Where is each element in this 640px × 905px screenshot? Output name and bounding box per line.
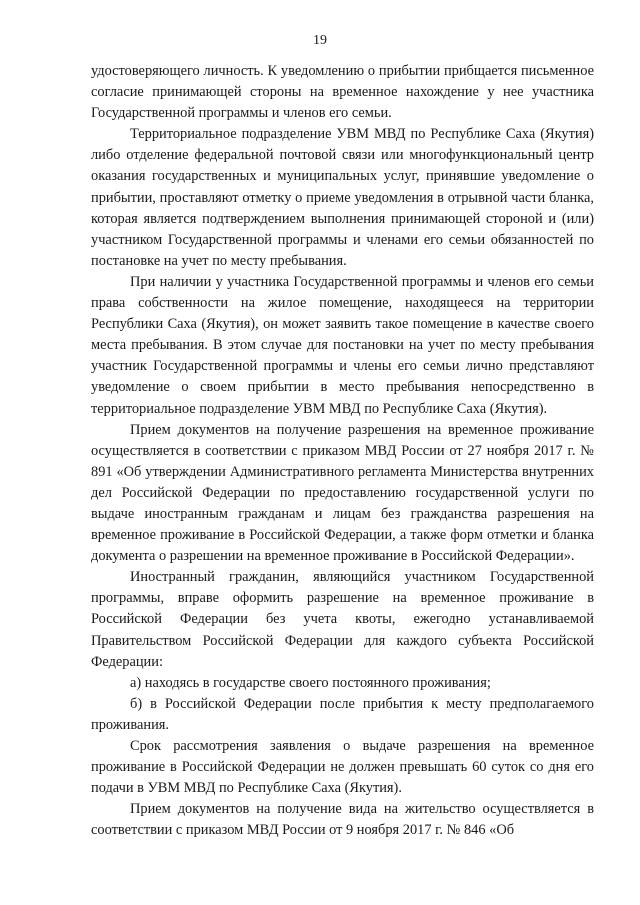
page-number: 19 <box>313 33 327 48</box>
paragraph-residence-permit: Прием документов на получение вида на жительство осуществляется в соответствии с приказом МВД России от 9 ноября 2017 г. № 846 «Об <box>91 801 594 839</box>
paragraph-review-period: Срок рассмотрения заявления о выдаче разрешения на временное проживание в Российской Федерации не должен превышать 60 суток со дня его подачи в УВМ МВД по Республике Саха (Якутия). <box>91 738 594 797</box>
paragraph-foreign-citizen: Иностранный гражданин, являющийся участником Государственной программы, вправе оформить разрешение на временное проживание в Российской Федерации без учета квоты, ежегодно устанавливаемой Правительством Российской Федерации для каждого субъекта Российской Федерации: <box>91 569 594 670</box>
document-body <box>91 61 594 841</box>
list-item-b: б) в Российской Федерации после прибытия к месту предполагаемого проживания. <box>91 695 594 733</box>
paragraph-continuation: удостоверяющего личность. К уведомлению о прибытии прибщается письменное согласие принимающей стороны на временное нахождение у нее участника Государственной программы и членов его семьи. <box>91 63 594 122</box>
list-item-a: а) находясь в государстве своего постоянного проживания; <box>130 674 491 691</box>
paragraph-temporary-residence-permit: Прием документов на получение разрешения на временное проживание осуществляется в соответствии с приказом МВД России от 27 ноября 2017 г. № 891 «Об утверждении Административного регламента Министерства внутренних дел Российской Федерации по предоставлению государственной услуги по выдаче иностранным гражданам и лицам без гражданства разрешения на временное проживание в Российской Федерации, а также форм отметки и бланка документа о разрешении на временное проживание в Российской Федерации». <box>91 421 594 565</box>
paragraph-property-ownership: При наличии у участника Государственной программы и членов его семьи права собственности на жилое помещение, находящееся на территории Республики Саха (Якутия), он может заявить такое помещение в качестве своего места пребывания. В этом случае для постановки на учет по месту пребывания участник Государственной программы и члены его семьи лично представляют уведомление о своем прибытии в место пребывания непосредственно в территориальное подразделение УВМ МВД по Республике Саха (Якутия). <box>91 273 594 417</box>
paragraph-territorial-subdivision: Территориальное подразделение УВМ МВД по Республике Саха (Якутия) либо отделение федеральной почтовой связи или многофункциональный центр оказания государственных и муниципальных услуг, принявшие уведомление о прибытии, проставляют отметку о приеме уведомления в отрывной части бланка, которая является подтверждением выполнения принимающей стороной и (или) участником Государственной программы и членами его семьи обязанностей по постановке на учет по месту пребывания. <box>91 126 594 269</box>
